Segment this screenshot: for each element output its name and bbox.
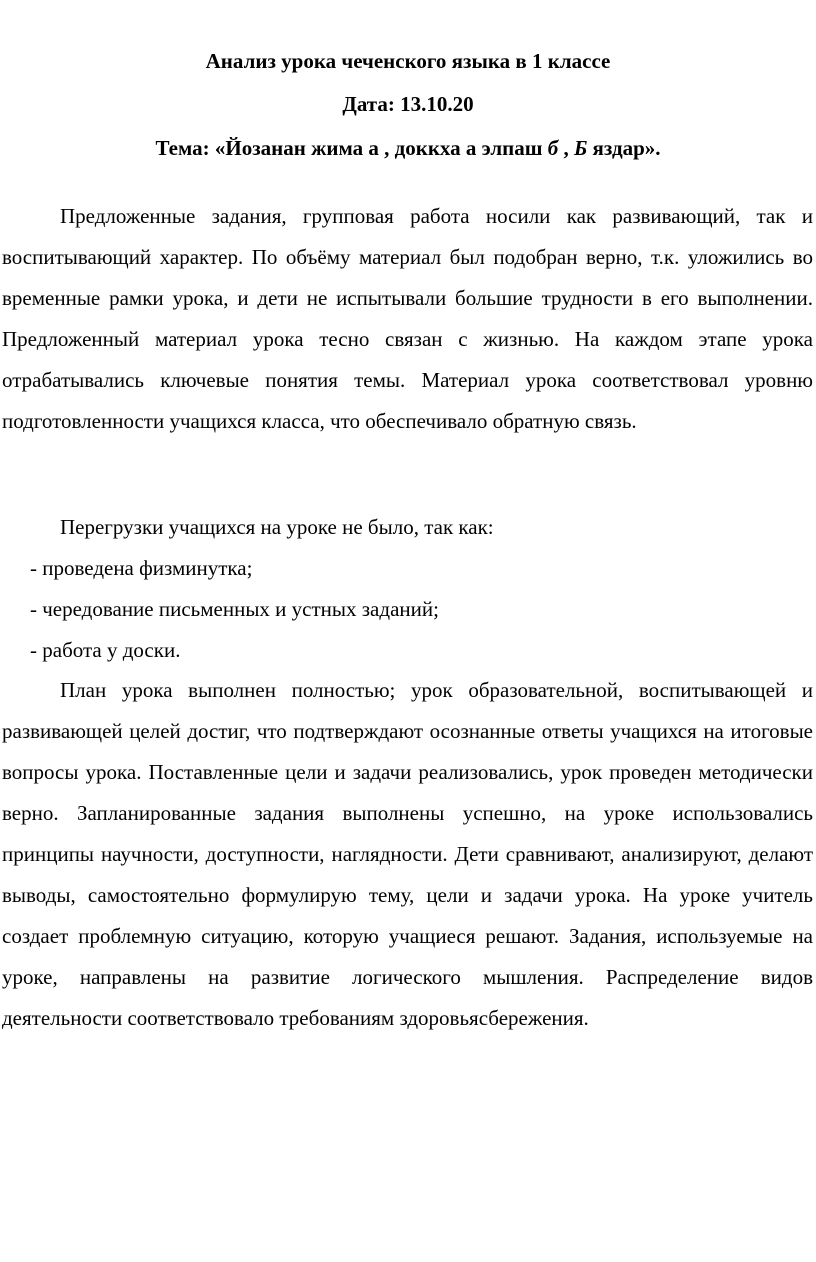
- list-item: - чередование письменных и устных заданий;: [30, 597, 439, 621]
- list-item: - работа у доски.: [30, 638, 181, 662]
- paragraph-tasks: Предложенные задания, групповая работа носили как развивающий, так и воспитывающий характер. По объёму материал был подобран верно, т.к. уложились во временные рамки урока, и дети не испытывали большие трудности в его выполнении. Предложенный материал урока тесно связан с жизнью. На каждом этапе урока отрабатывались ключевые понятия темы. Материал урока соответствовал уровню подготовленности учащихся класса, что обеспечивало обратную связь.: [2, 204, 813, 433]
- paragraph-overload: Перегрузки учащихся на уроке не было, так как:: [60, 515, 494, 539]
- topic-italic-letter-lower: б: [547, 136, 559, 160]
- document-topic: [0, 135, 816, 161]
- topic-italic-letter-upper: Б: [573, 136, 588, 160]
- list-item: - проведена физминутка;: [30, 556, 253, 580]
- topic-suffix: яздар».: [587, 136, 661, 160]
- paragraph-lesson-plan: План урока выполнен полностью; урок образовательной, воспитывающей и развивающей целей достиг, что подтверждают осознанные ответы учащихся на итоговые вопросы урока. Поставленные цели и задачи реализовались, урок проведен методически верно. Запланированные задания выполнены успешно, на уроке использовались принципы научности, доступности, наглядности. Дети сравнивают, анализируют, делают выводы, самостоятельно формулирую тему, цели и задачи урока. На уроке учитель создает проблемную ситуацию, которую учащиеся решают. Задания, используемые на уроке, направлены на развитие логического мышления. Распределение видов деятельности соответствовало требованиям здоровьясбережения.: [2, 678, 813, 1030]
- document-date: Дата: 13.10.20: [342, 92, 474, 116]
- document-title: Анализ урока чеченского языка в 1 классе: [205, 49, 611, 73]
- topic-prefix: Тема: «Йозанан жима а , доккха а элпаш: [155, 136, 548, 160]
- topic-separator: ,: [558, 136, 574, 160]
